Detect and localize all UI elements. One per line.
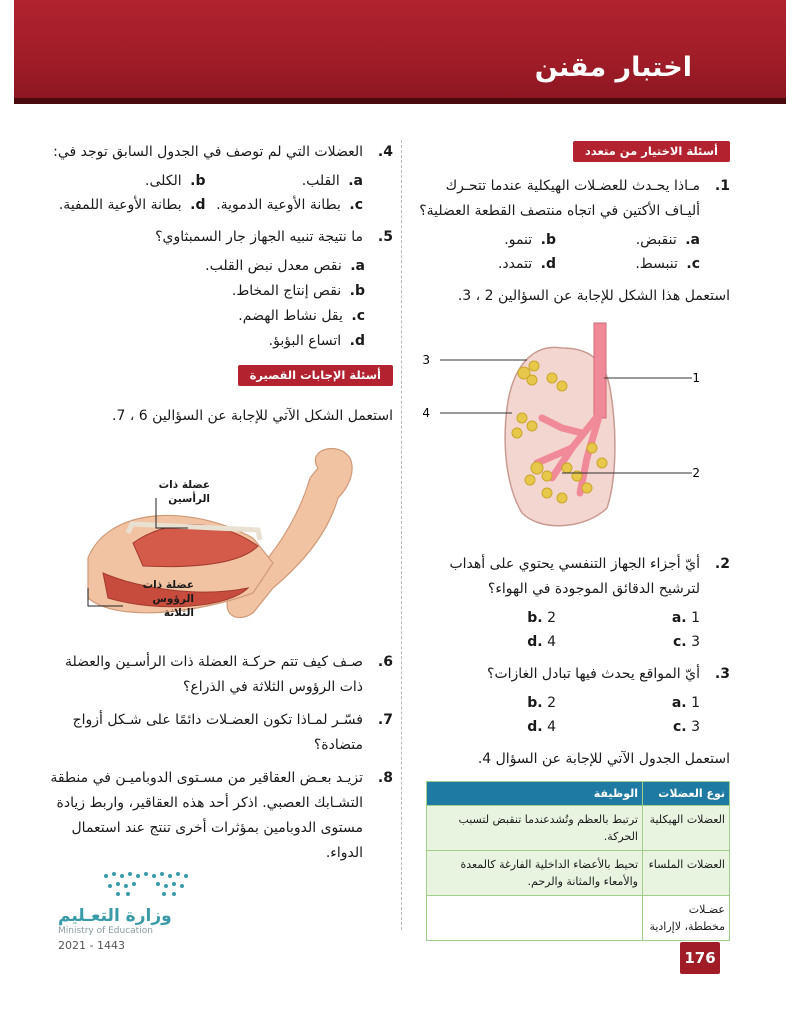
arm-figure-instruction: استعمل الشكل الآتي للإجابة عن السؤالين 6 ، 7. — [112, 408, 393, 424]
triceps-label: عضلة ذات الرؤوس الثلاثة — [142, 579, 194, 619]
question-number: 1. — [714, 178, 730, 194]
question-number: 8. — [377, 770, 393, 786]
option-d[interactable]: d. بطانة الأوعية اللمفية. — [58, 197, 206, 213]
section-tag-short-answer: أسئلة الإجابات القصيرة — [238, 365, 393, 386]
option-c[interactable]: 3 .c — [672, 719, 700, 735]
question-text: فسّـر لمـاذا تكون العضـلات دائمًا على شـكل أزواج متضادة؟ — [72, 712, 363, 753]
question-text: ما نتيجة تنبيه الجهاز جار السمبثاوي؟ — [155, 229, 363, 245]
table-cell-type: عضـلات مخططة، لاإرادية — [643, 896, 730, 941]
table-instruction: استعمل الجدول الآتي للإجابة عن السؤال 4. — [477, 751, 730, 767]
lung-diagram — [412, 318, 730, 546]
option-d[interactable]: d. تتمدد. — [497, 256, 556, 272]
table-row — [427, 851, 730, 896]
page-title: اختبار مقنن — [534, 52, 692, 83]
question-text: أيّ المواقع يحدث فيها تبادل الغازات؟ — [487, 666, 700, 682]
option-b[interactable]: b. نقص إنتاج المخاط. — [231, 283, 365, 299]
question-2 — [412, 552, 730, 602]
header-rule — [14, 98, 786, 104]
ministry-emblem-icon — [98, 866, 198, 902]
question-7 — [48, 708, 393, 758]
arm-diagram — [48, 438, 393, 638]
header-banner — [14, 0, 786, 98]
question-1-options — [412, 228, 730, 276]
question-number: 2. — [714, 556, 730, 572]
table-header-row — [427, 782, 730, 806]
option-a[interactable]: 1 .a — [671, 610, 700, 626]
question-3-options — [412, 691, 730, 739]
question-6 — [48, 650, 393, 700]
question-5 — [48, 225, 393, 250]
question-5-options — [48, 254, 393, 354]
question-text: العضلات التي لم توصف في الجدول السابق توجد في: — [53, 144, 363, 160]
table-row — [427, 806, 730, 851]
arm-figure — [48, 438, 393, 638]
question-8 — [48, 766, 393, 866]
question-text: أيّ أجزاء الجهاز التنفسي يحتوي على أهداب لترشيح الدقائق الموجودة في الهواء؟ — [449, 556, 700, 597]
option-c[interactable]: c. بطانة الأوعية الدموية. — [216, 197, 363, 213]
option-a[interactable]: a. نقص معدل نبض القلب. — [205, 258, 365, 274]
muscle-table — [426, 781, 730, 941]
question-number: 5. — [377, 229, 393, 245]
trachea — [594, 323, 606, 418]
option-b[interactable]: b. الكلى. — [145, 173, 206, 189]
edition-year: 2021 - 1443 — [58, 939, 125, 952]
question-1 — [412, 174, 730, 224]
page-number: 176 — [680, 942, 720, 974]
option-c[interactable]: c. تنبسط. — [635, 256, 700, 272]
question-number: 4. — [377, 144, 393, 160]
label-1: 1 — [692, 371, 700, 385]
option-a[interactable]: a. تنقبض. — [635, 232, 700, 248]
section-tag-multiple-choice: أسئلة الاختيار من متعدد — [573, 141, 730, 162]
left-column — [48, 140, 393, 870]
ministry-name-en: Ministry of Education — [58, 926, 153, 936]
question-text: مـاذا يحـدث للعضـلات الهيكلية عندما تتحـرك أليـاف الأكتين في اتجاه منتصف القطعة العضلية؟ — [419, 178, 700, 219]
label-3: 3 — [422, 353, 430, 367]
option-d[interactable]: d. اتساع البؤبؤ. — [268, 333, 365, 349]
table-header-type: نوع العضلات — [643, 782, 730, 806]
question-2-options — [412, 606, 730, 654]
question-number: 3. — [714, 666, 730, 682]
question-number: 7. — [377, 712, 393, 728]
right-column — [412, 140, 730, 941]
option-c[interactable]: c. يقل نشاط الهضم. — [238, 308, 365, 324]
option-b[interactable]: 2 .b — [527, 610, 556, 626]
question-text: صـف كيف تتم حركـة العضلة ذات الرأسـين والعضلة ذات الرؤوس الثلاثة في الذراع؟ — [64, 654, 363, 695]
ministry-name-ar: وزارة التعـليم — [58, 906, 172, 926]
column-divider — [401, 140, 402, 930]
table-cell-function: تحيط بالأعضاء الداخلية الفارغة كالمعدة والأمعاء والمثانة والرحم. — [427, 851, 643, 896]
lung-figure-instruction: استعمل هذا الشكل للإجابة عن السؤالين 2 ، 3. — [457, 288, 730, 304]
option-b[interactable]: b. تنمو. — [504, 232, 556, 248]
question-4 — [48, 140, 393, 165]
table-row — [427, 896, 730, 941]
ministry-logo — [58, 866, 198, 956]
table-header-function: الوظيفة — [427, 782, 643, 806]
option-d[interactable]: 4 .d — [527, 634, 556, 650]
option-d[interactable]: 4 .d — [527, 719, 556, 735]
option-a[interactable]: a. القلب. — [301, 173, 363, 189]
option-b[interactable]: 2 .b — [527, 695, 556, 711]
option-a[interactable]: 1 .a — [671, 695, 700, 711]
question-text: تزيـد بعـض العقاقير من مسـتوى الدوباميـن في منطقة التشـابك العصبي. اذكر أحد هذه العقاقير، واربط زيادة مستوى الدوبامين بمؤثرات أخرى تنتج عند استعمال الدواء. — [50, 770, 363, 861]
table-cell-function: ترتبط بالعظم وتُشدعندما تنقبض لتسبب الحركة. — [427, 806, 643, 851]
biceps-label: عضلة ذات الرأسين — [158, 479, 210, 505]
question-number: 6. — [377, 654, 393, 670]
label-2: 2 — [692, 466, 700, 480]
table-cell-type: العضلات الهيكلية — [643, 806, 730, 851]
option-c[interactable]: 3 .c — [672, 634, 700, 650]
table-cell-type: العضلات الملساء — [643, 851, 730, 896]
question-4-options — [48, 169, 393, 217]
label-4: 4 — [422, 406, 430, 420]
question-3 — [412, 662, 730, 687]
table-cell-function — [427, 896, 643, 941]
lung-figure — [412, 318, 730, 546]
